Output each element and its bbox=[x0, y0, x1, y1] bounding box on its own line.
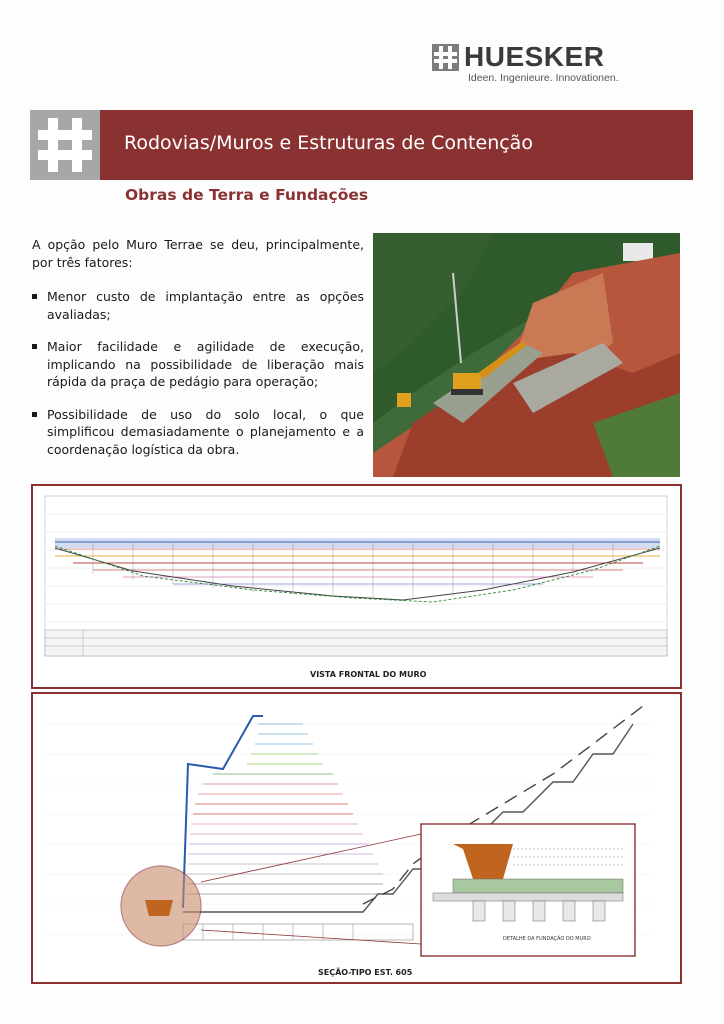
brand-tagline: Ideen. Ingenieure. Innovationen. bbox=[468, 72, 619, 84]
front-view-figure bbox=[31, 484, 682, 689]
list-item bbox=[32, 406, 364, 459]
bullet-square-icon bbox=[32, 294, 37, 299]
page-subtitle: Obras de Terra e Fundações bbox=[125, 186, 369, 204]
foundation-detail-caption: DETALHE DA FUNDAÇÃO DO MURO bbox=[503, 936, 591, 942]
front-view-caption: VISTA FRONTAL DO MURO bbox=[310, 670, 427, 679]
brand-name: HUESKER bbox=[464, 41, 605, 72]
intro-paragraph: A opção pelo Muro Terrae se deu, principalmente, por três fatores: bbox=[32, 237, 364, 270]
construction-site-photo bbox=[373, 233, 680, 477]
bullet-square-icon bbox=[32, 344, 37, 349]
list-item bbox=[32, 288, 364, 323]
section-banner bbox=[30, 110, 693, 180]
list-item-text: Possibilidade de uso do solo local, o que simplificou demasiadamente o planejamento e a coordenação logística da obra. bbox=[47, 406, 364, 457]
factor-list bbox=[32, 288, 364, 473]
huesker-logo bbox=[432, 41, 622, 88]
bullet-square-icon bbox=[32, 412, 37, 417]
list-item-text: Maior facilidade e agilidade de execução, implicando na possibilidade de liberação mais rápida da praça de pedágio para operação; bbox=[47, 339, 364, 389]
banner-hash-icon bbox=[30, 110, 100, 180]
page-title: Rodovias/Muros e Estruturas de Contenção bbox=[124, 132, 533, 154]
list-item-text: Menor custo de implantação entre as opções avaliadas; bbox=[47, 289, 364, 322]
section-figure bbox=[31, 692, 682, 984]
section-caption: SEÇÃO-TIPO EST. 605 bbox=[318, 968, 413, 977]
huesker-hash-icon bbox=[432, 44, 459, 71]
front-view-drawing bbox=[33, 486, 680, 687]
list-item bbox=[32, 338, 364, 391]
